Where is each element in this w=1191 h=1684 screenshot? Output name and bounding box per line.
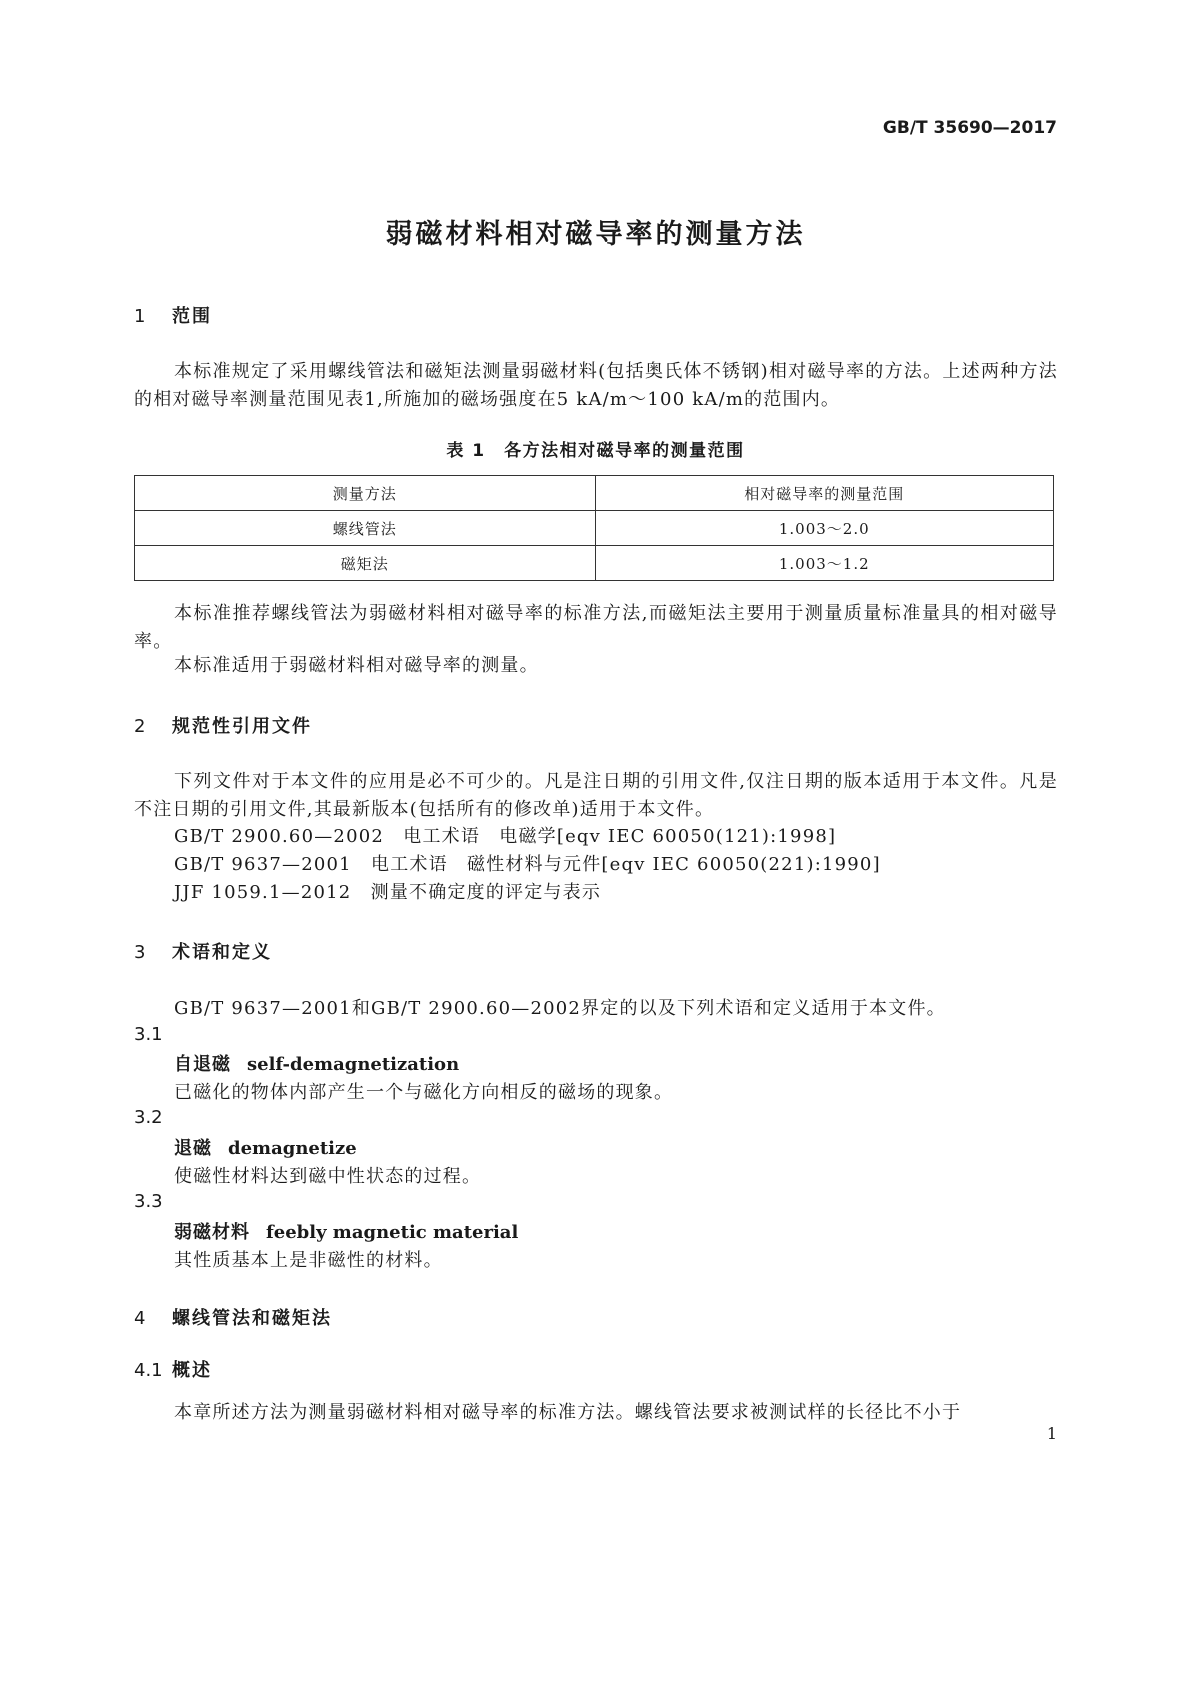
subsection-4-1-heading [134,1356,212,1382]
document-title: 弱磁材料相对磁导率的测量方法 [385,219,806,250]
section-2-number: 2 [134,716,146,737]
table-row [135,546,1054,581]
term-heading [174,1134,357,1160]
section-2-paragraph-1: 下列文件对于本文件的应用是必不可少的。凡是注日期的引用文件,仅注日期的版本适用于本文件。凡是不注日期的引用文件,其最新版本(包括所有的修改单)适用于本文件。 [134,771,1058,820]
section-4-paragraph-1: 本章所述方法为测量弱磁材料相对磁导率的标准方法。螺线管法要求被测试样的长径比不小于 [174,1402,962,1423]
section-1-paragraph-3: 本标准适用于弱磁材料相对磁导率的测量。 [174,655,539,676]
term-number: 3.3 [134,1191,163,1212]
section-3-title: 术语和定义 [172,942,272,963]
section-3-paragraph-1: GB/T 9637—2001和GB/T 2900.60—2002界定的以及下列术语和定义适用于本文件。 [174,998,946,1019]
normative-reference: GB/T 9637—2001 电工术语 磁性材料与元件[eqv IEC 60050(221):1990] [174,854,881,875]
section-4-number: 4 [134,1308,146,1329]
table-header-row [135,476,1054,511]
standard-code-text: GB/T 35690—2017 [882,118,1057,138]
table-cell-range: 1.003～1.2 [595,546,1054,581]
table-cell-method: 磁矩法 [135,546,596,581]
section-2-title: 规范性引用文件 [172,716,312,737]
term-zh: 退磁 [174,1138,212,1159]
table-1-caption: 表 1 各方法相对磁导率的测量范围 [446,441,745,461]
section-3-number: 3 [134,942,146,963]
section-1-paragraph-1: 本标准规定了采用螺线管法和磁矩法测量弱磁材料(包括奥氏体不锈钢)相对磁导率的方法。上述两种方法的相对磁导率测量范围见表1,所施加的磁场强度在5 kA/m～100 kA/m的范围内。 [134,361,1058,410]
term-definition: 使磁性材料达到磁中性状态的过程。 [174,1166,482,1187]
table-row [135,511,1054,546]
section-1-title: 范围 [172,306,212,327]
subsection-4-1-title: 概述 [172,1360,212,1381]
term-definition: 其性质基本上是非磁性的材料。 [174,1250,443,1271]
table-header-method: 测量方法 [135,476,596,511]
term-definition: 已磁化的物体内部产生一个与磁化方向相反的磁场的现象。 [174,1082,674,1103]
term-heading [174,1050,459,1076]
subsection-4-1-number: 4.1 [134,1360,163,1381]
table-header-range: 相对磁导率的测量范围 [595,476,1054,511]
section-3-heading [134,938,272,964]
section-1-number: 1 [134,306,146,327]
term-en: feebly magnetic material [266,1222,519,1243]
range-table-wrapper [134,475,1054,581]
section-1-heading [134,302,212,328]
normative-reference: GB/T 2900.60—2002 电工术语 电磁学[eqv IEC 60050(121):1998] [174,826,837,847]
table-cell-range: 1.003～2.0 [595,511,1054,546]
section-4-title: 螺线管法和磁矩法 [172,1308,332,1329]
term-en: demagnetize [228,1138,357,1159]
term-en: self-demagnetization [247,1054,460,1075]
table-cell-method: 螺线管法 [135,511,596,546]
page-number: 1 [1046,1424,1057,1443]
section-2-heading [134,712,312,738]
term-zh: 自退磁 [174,1054,231,1075]
term-number: 3.2 [134,1107,163,1128]
term-heading [174,1218,518,1244]
term-number: 3.1 [134,1024,163,1045]
standard-code [883,118,1057,138]
term-zh: 弱磁材料 [174,1222,250,1243]
range-table [134,475,1054,581]
normative-reference: JJF 1059.1—2012 测量不确定度的评定与表示 [174,882,602,903]
section-4-heading [134,1304,332,1330]
section-1-paragraph-2: 本标准推荐螺线管法为弱磁材料相对磁导率的标准方法,而磁矩法主要用于测量质量标准量具的相对磁导率。 [134,603,1058,652]
